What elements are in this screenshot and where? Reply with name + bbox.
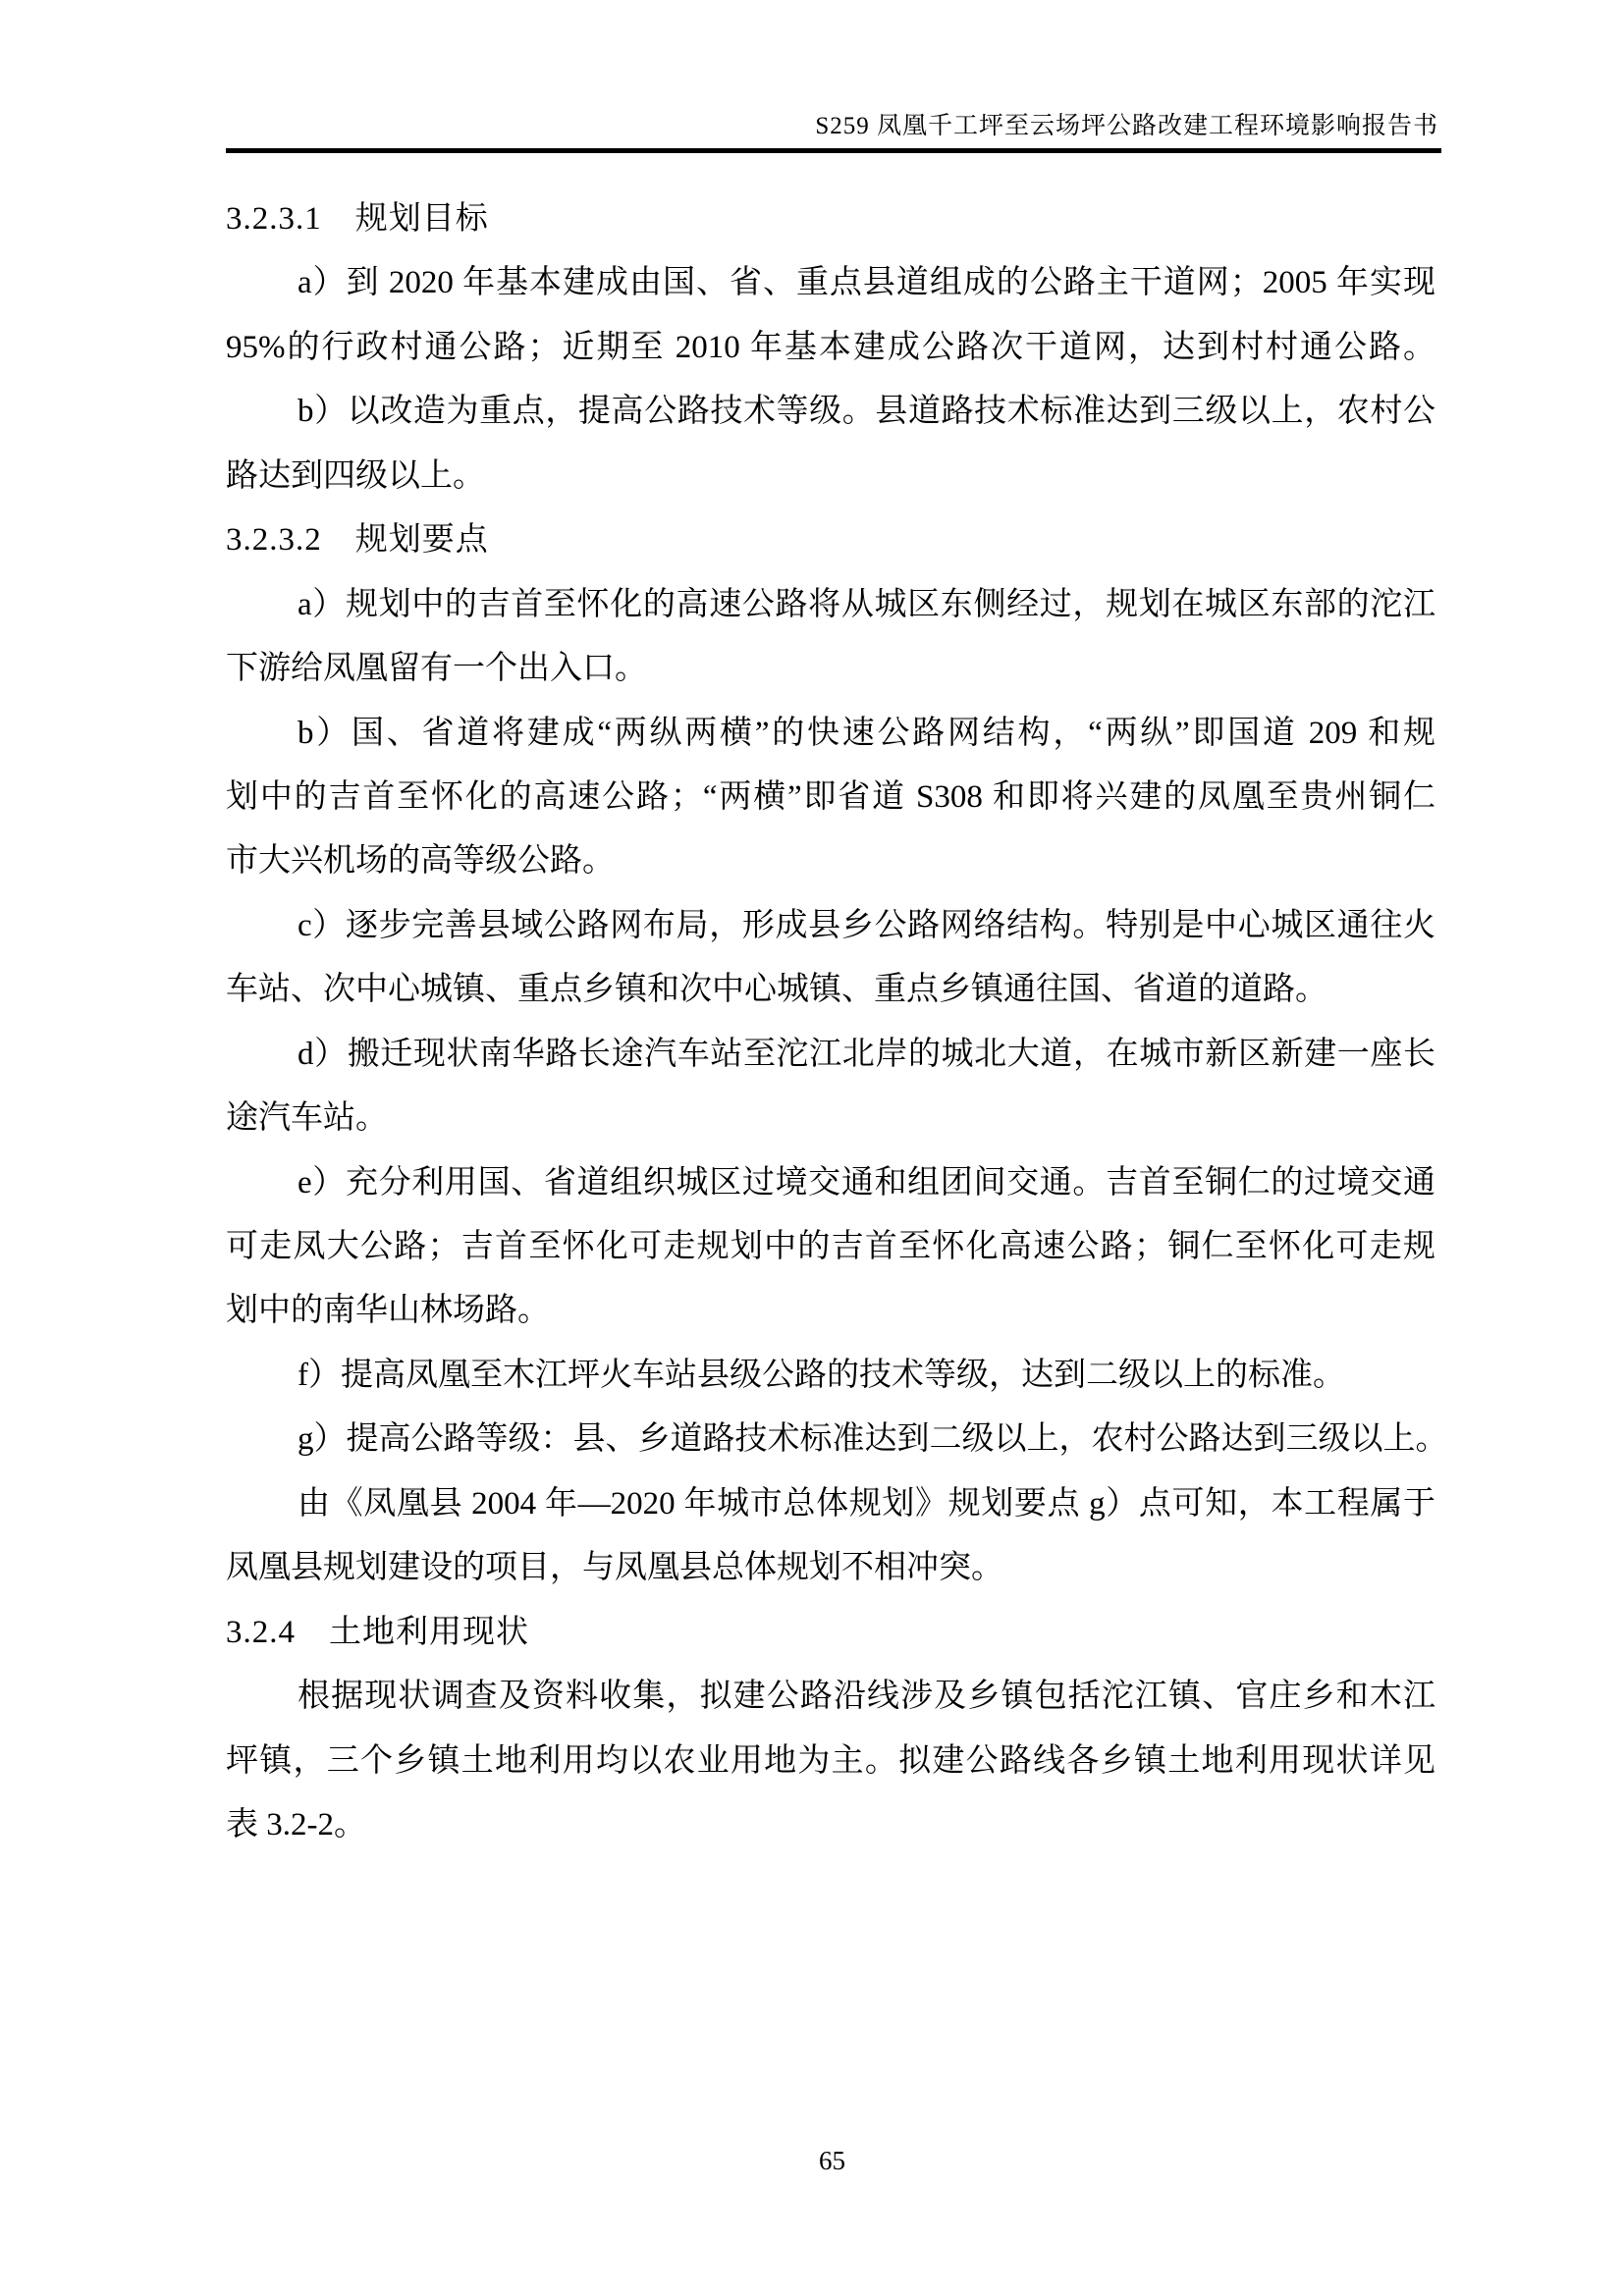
text-line: f）提高凤凰至木江坪火车站县级公路的技术等级，达到二级以上的标准。 xyxy=(298,1357,1345,1393)
page-number: 65 xyxy=(819,2146,845,2175)
text-line: 划中的南华山林场路。 xyxy=(226,1293,550,1329)
section-heading-3-2-3-1: 3.2.3.1 规划目标 xyxy=(226,201,489,237)
text-line: b）国、省道将建成“两纵两横”的快速公路网结构，“两纵”即国道 209 和规 xyxy=(298,715,1435,751)
section-heading-3-2-3-2: 3.2.3.2 规划要点 xyxy=(226,522,489,559)
document-body xyxy=(226,187,1448,1857)
text-line: 路达到四级以上。 xyxy=(226,457,485,494)
text-line: b）以改造为重点，提高公路技术等级。县道路技术标准达到三级以上，农村公 xyxy=(298,394,1435,430)
text-line: 下游给凤凰留有一个出入口。 xyxy=(226,651,647,687)
text-line: 由《凤凰县 2004 年—2020 年城市总体规划》规划要点 g）点可知，本工程属于 xyxy=(298,1485,1435,1522)
header-rule xyxy=(226,148,1441,153)
text-line: 坪镇，三个乡镇土地利用均以农业用地为主。拟建公路线各乡镇土地利用现状详见 xyxy=(226,1742,1435,1779)
text-line: 可走凤大公路；吉首至怀化可走规划中的吉首至怀化高速公路；铜仁至怀化可走规 xyxy=(226,1229,1435,1264)
text-line: d）搬迁现状南华路长途汽车站至沱江北岸的城北大道，在城市新区新建一座长 xyxy=(298,1036,1435,1072)
text-line: 途汽车站。 xyxy=(226,1100,388,1137)
text-line: 表 3.2-2。 xyxy=(226,1806,366,1842)
text-line: 95%的行政村通公路；近期至 2010 年基本建成公路次干道网，达到村村通公路。 xyxy=(226,329,1435,365)
text-line: g）提高公路等级：县、乡道路技术标准达到二级以上，农村公路达到三级以上。 xyxy=(298,1421,1448,1458)
section-heading-3-2-4: 3.2.4 土地利用现状 xyxy=(226,1614,529,1650)
text-line: 根据现状调查及资料收集，拟建公路沿线涉及乡镇包括沱江镇、官庄乡和木江 xyxy=(298,1679,1435,1715)
text-line: 划中的吉首至怀化的高速公路；“两横”即省道 S308 和即将兴建的凤凰至贵州铜仁 xyxy=(226,778,1435,815)
text-line: c）逐步完善县域公路网布局，形成县乡公路网络结构。特别是中心城区通往火 xyxy=(298,907,1435,943)
header-title: S259 凤凰千工坪至云场坪公路改建工程环境影响报告书 xyxy=(815,113,1438,139)
page-footer xyxy=(226,2143,1438,2178)
text-line: 凤凰县规划建设的项目，与凤凰县总体规划不相冲突。 xyxy=(226,1550,1003,1586)
text-line: e）充分利用国、省道组织城区过境交通和组团间交通。吉首至铜仁的过境交通 xyxy=(298,1164,1435,1201)
text-line: 车站、次中心城镇、重点乡镇和次中心城镇、重点乡镇通往国、省道的道路。 xyxy=(226,972,1327,1008)
text-line: 市大兴机场的高等级公路。 xyxy=(226,843,615,880)
text-line: a）到 2020 年基本建成由国、省、重点县道组成的公路主干道网；2005 年实现 xyxy=(298,265,1435,301)
text-line: a）规划中的吉首至怀化的高速公路将从城区东侧经过，规划在城区东部的沱江 xyxy=(298,586,1435,622)
